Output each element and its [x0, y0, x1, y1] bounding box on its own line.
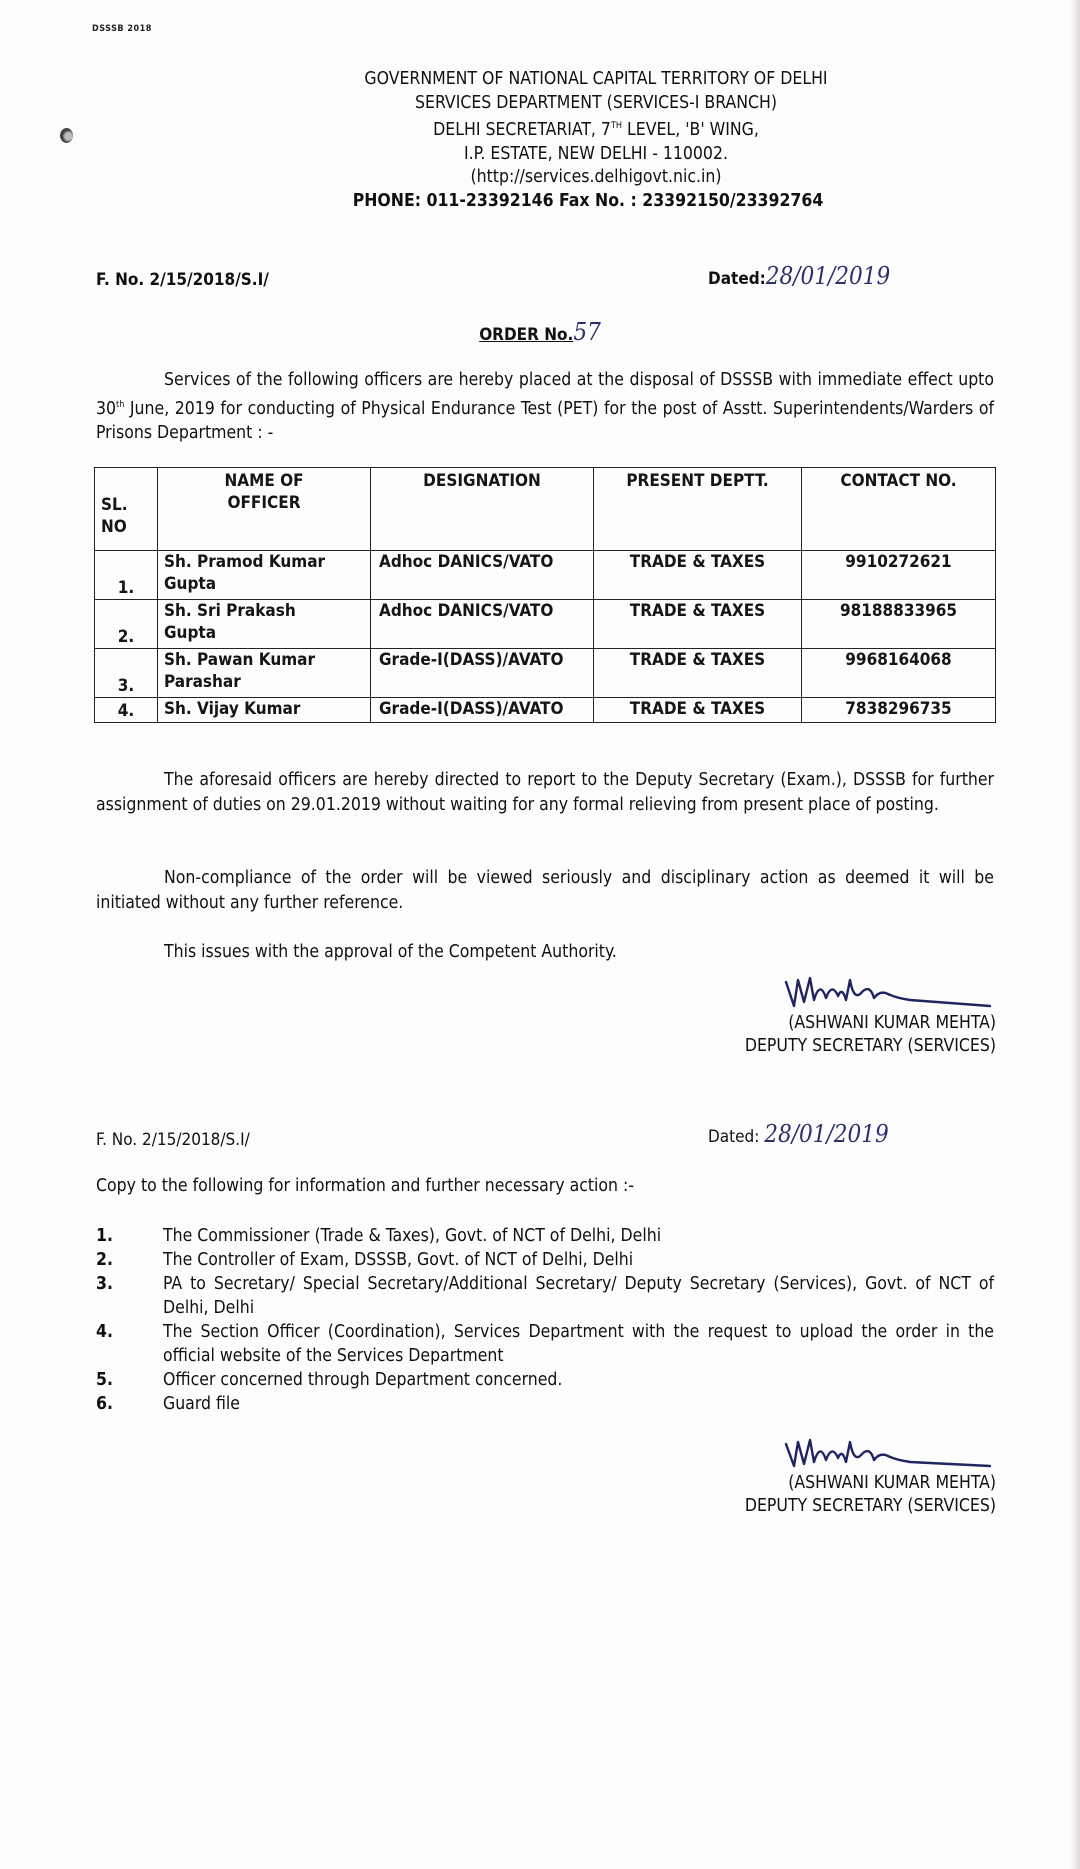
- order-label: ORDER No.: [479, 325, 574, 345]
- document-code: DSSSB 2018: [92, 24, 152, 34]
- list-item-text: The Controller of Exam, DSSSB, Govt. of NCT of Delhi, Delhi: [163, 1250, 634, 1270]
- cell-department: TRADE & TAXES: [594, 698, 802, 723]
- file-number: F. No. 2/15/2018/S.I/: [96, 270, 269, 290]
- list-item-number: 2.: [96, 1250, 113, 1270]
- cell-department: TRADE & TAXES: [594, 600, 802, 649]
- header-sl-line1: SL.: [101, 495, 128, 515]
- letterhead: [0, 68, 1080, 213]
- scan-edge-shadow: [1070, 0, 1080, 1869]
- noncompliance-paragraph: Non-compliance of the order will be viewed seriously and disciplinary action as deemed it will be initiated without any further reference.: [96, 868, 994, 913]
- table-row: [95, 600, 996, 649]
- list-item-text: PA to Secretary/ Special Secretary/Additional Secretary/ Deputy Secretary (Services), Govt. of NCT of Delhi, Delhi: [163, 1274, 994, 1318]
- cell-department: TRADE & TAXES: [594, 649, 802, 698]
- cell-designation: Grade-I(DASS)/AVATO: [371, 649, 594, 698]
- copy-file-number: F. No. 2/15/2018/S.I/: [96, 1130, 250, 1150]
- cell-contact: 9910272621: [802, 551, 996, 600]
- header-name-line1: NAME OF: [224, 471, 304, 491]
- list-item-number: 3.: [96, 1274, 113, 1294]
- cell-name: [158, 649, 371, 698]
- cell-sl: 1.: [95, 551, 158, 600]
- cell-sl: 4.: [95, 698, 158, 723]
- copy-dated-label: Dated:: [708, 1127, 760, 1147]
- copy-signatory-name: (ASHWANI KUMAR MEHTA): [788, 1473, 996, 1493]
- officers-table: [94, 467, 996, 723]
- cell-name: [158, 551, 371, 600]
- address-text: DELHI SECRETARIAT, 7: [433, 120, 611, 140]
- list-item-text: Guard file: [163, 1394, 240, 1414]
- signature-icon: [780, 1432, 1000, 1474]
- copy-dated-line: [708, 1120, 889, 1148]
- dated-value-handwritten: 28/01/2019: [765, 262, 891, 290]
- table-header-row: [95, 468, 996, 551]
- list-item: [96, 1248, 994, 1272]
- header-department: PRESENT DEPTT.: [594, 468, 802, 551]
- list-item-number: 1.: [96, 1226, 113, 1246]
- header-designation: DESIGNATION: [371, 468, 594, 551]
- cell-designation: Adhoc DANICS/VATO: [371, 551, 594, 600]
- approval-paragraph: This issues with the approval of the Competent Authority.: [164, 942, 617, 962]
- cell-sl: 3.: [95, 649, 158, 698]
- name-line2: Gupta: [164, 574, 217, 594]
- copy-intro: Copy to the following for information and further necessary action :-: [96, 1176, 635, 1196]
- header-sl-line2: NO: [101, 517, 127, 537]
- list-item-text: The Section Officer (Coordination), Services Department with the request to upload the order in the official website of the Services Department: [163, 1322, 994, 1366]
- intro-paragraph: [96, 368, 994, 446]
- address-sup: TH: [610, 121, 622, 131]
- intro-text-2: June, 2019 for conducting of Physical Endurance Test (PET) for the post of Asstt. Superintendents/Warders of Prisons Department : -: [96, 398, 994, 443]
- signatory-designation: DEPUTY SECRETARY (SERVICES): [744, 1036, 996, 1056]
- list-item-text: Officer concerned through Department concerned.: [163, 1370, 563, 1390]
- list-item: [96, 1272, 994, 1320]
- list-item-number: 6.: [96, 1394, 113, 1414]
- name-line2: Gupta: [164, 623, 217, 643]
- list-item-number: 5.: [96, 1370, 113, 1390]
- cell-sl: 2.: [95, 600, 158, 649]
- order-number-handwritten: 57: [573, 318, 601, 346]
- header-name: [158, 468, 371, 551]
- table-row: [95, 698, 996, 723]
- letterhead-address-2: I.P. ESTATE, NEW DELHI - 110002.: [464, 143, 728, 164]
- letterhead-website: (http://services.delhigovt.nic.in): [470, 167, 722, 187]
- cell-designation: Grade-I(DASS)/AVATO: [371, 698, 594, 723]
- cell-contact: 98188833965: [802, 600, 996, 649]
- cell-contact: 9968164068: [802, 649, 996, 698]
- copy-list: [96, 1224, 994, 1416]
- signature-icon: [780, 972, 1000, 1014]
- name-line2: Parashar: [164, 672, 241, 692]
- intro-sup: th: [116, 399, 125, 410]
- cell-name: Sh. Vijay Kumar: [158, 698, 371, 723]
- cell-designation: Adhoc DANICS/VATO: [371, 600, 594, 649]
- name-line1: Sh. Sri Prakash: [164, 601, 296, 621]
- header-sl-no: [95, 468, 158, 551]
- list-item-number: 4.: [96, 1322, 113, 1342]
- header-contact: CONTACT NO.: [802, 468, 996, 551]
- name-line1: Sh. Pawan Kumar: [164, 650, 316, 670]
- list-item: [96, 1320, 994, 1368]
- copy-dated-value-handwritten: 28/01/2019: [764, 1120, 889, 1148]
- signature-block: [700, 1012, 996, 1058]
- dated-line: [708, 262, 890, 290]
- name-line1: Sh. Pramod Kumar: [164, 552, 326, 572]
- signatory-name: (ASHWANI KUMAR MEHTA): [788, 1013, 996, 1033]
- list-item: [96, 1392, 994, 1416]
- table-row: [95, 649, 996, 698]
- table-row: [95, 551, 996, 600]
- cell-contact: 7838296735: [802, 698, 996, 723]
- letterhead-government: GOVERNMENT OF NATIONAL CAPITAL TERRITORY OF DELHI: [364, 69, 828, 89]
- address-text-2: LEVEL, 'B' WING,: [622, 120, 759, 140]
- letterhead-address-1: [112, 115, 1080, 143]
- cell-name: [158, 600, 371, 649]
- letterhead-department: SERVICES DEPARTMENT (SERVICES-I BRANCH): [415, 92, 777, 113]
- list-item: [96, 1224, 994, 1248]
- cell-department: TRADE & TAXES: [594, 551, 802, 600]
- intro-text: Services of the following officers are hereby placed at the disposal of DSSSB with immediate effect upto 30: [96, 370, 994, 419]
- copy-signatory-designation: DEPUTY SECRETARY (SERVICES): [744, 1496, 996, 1516]
- dated-label: Dated:: [708, 269, 766, 289]
- report-paragraph: The aforesaid officers are hereby directed to report to the Deputy Secretary (Exam.), DSSSB for further assignment of duties on 29.01.2019 without waiting for any formal relieving from present place of posting.: [96, 770, 994, 815]
- list-item-text: The Commissioner (Trade & Taxes), Govt. of NCT of Delhi, Delhi: [163, 1226, 662, 1246]
- list-item: [96, 1368, 994, 1392]
- header-name-line2: OFFICER: [227, 493, 301, 513]
- order-title: [0, 318, 1080, 346]
- copy-signature-block: [700, 1472, 996, 1518]
- letterhead-phone: PHONE: 011-23392146 Fax No. : 23392150/23392764: [352, 190, 824, 211]
